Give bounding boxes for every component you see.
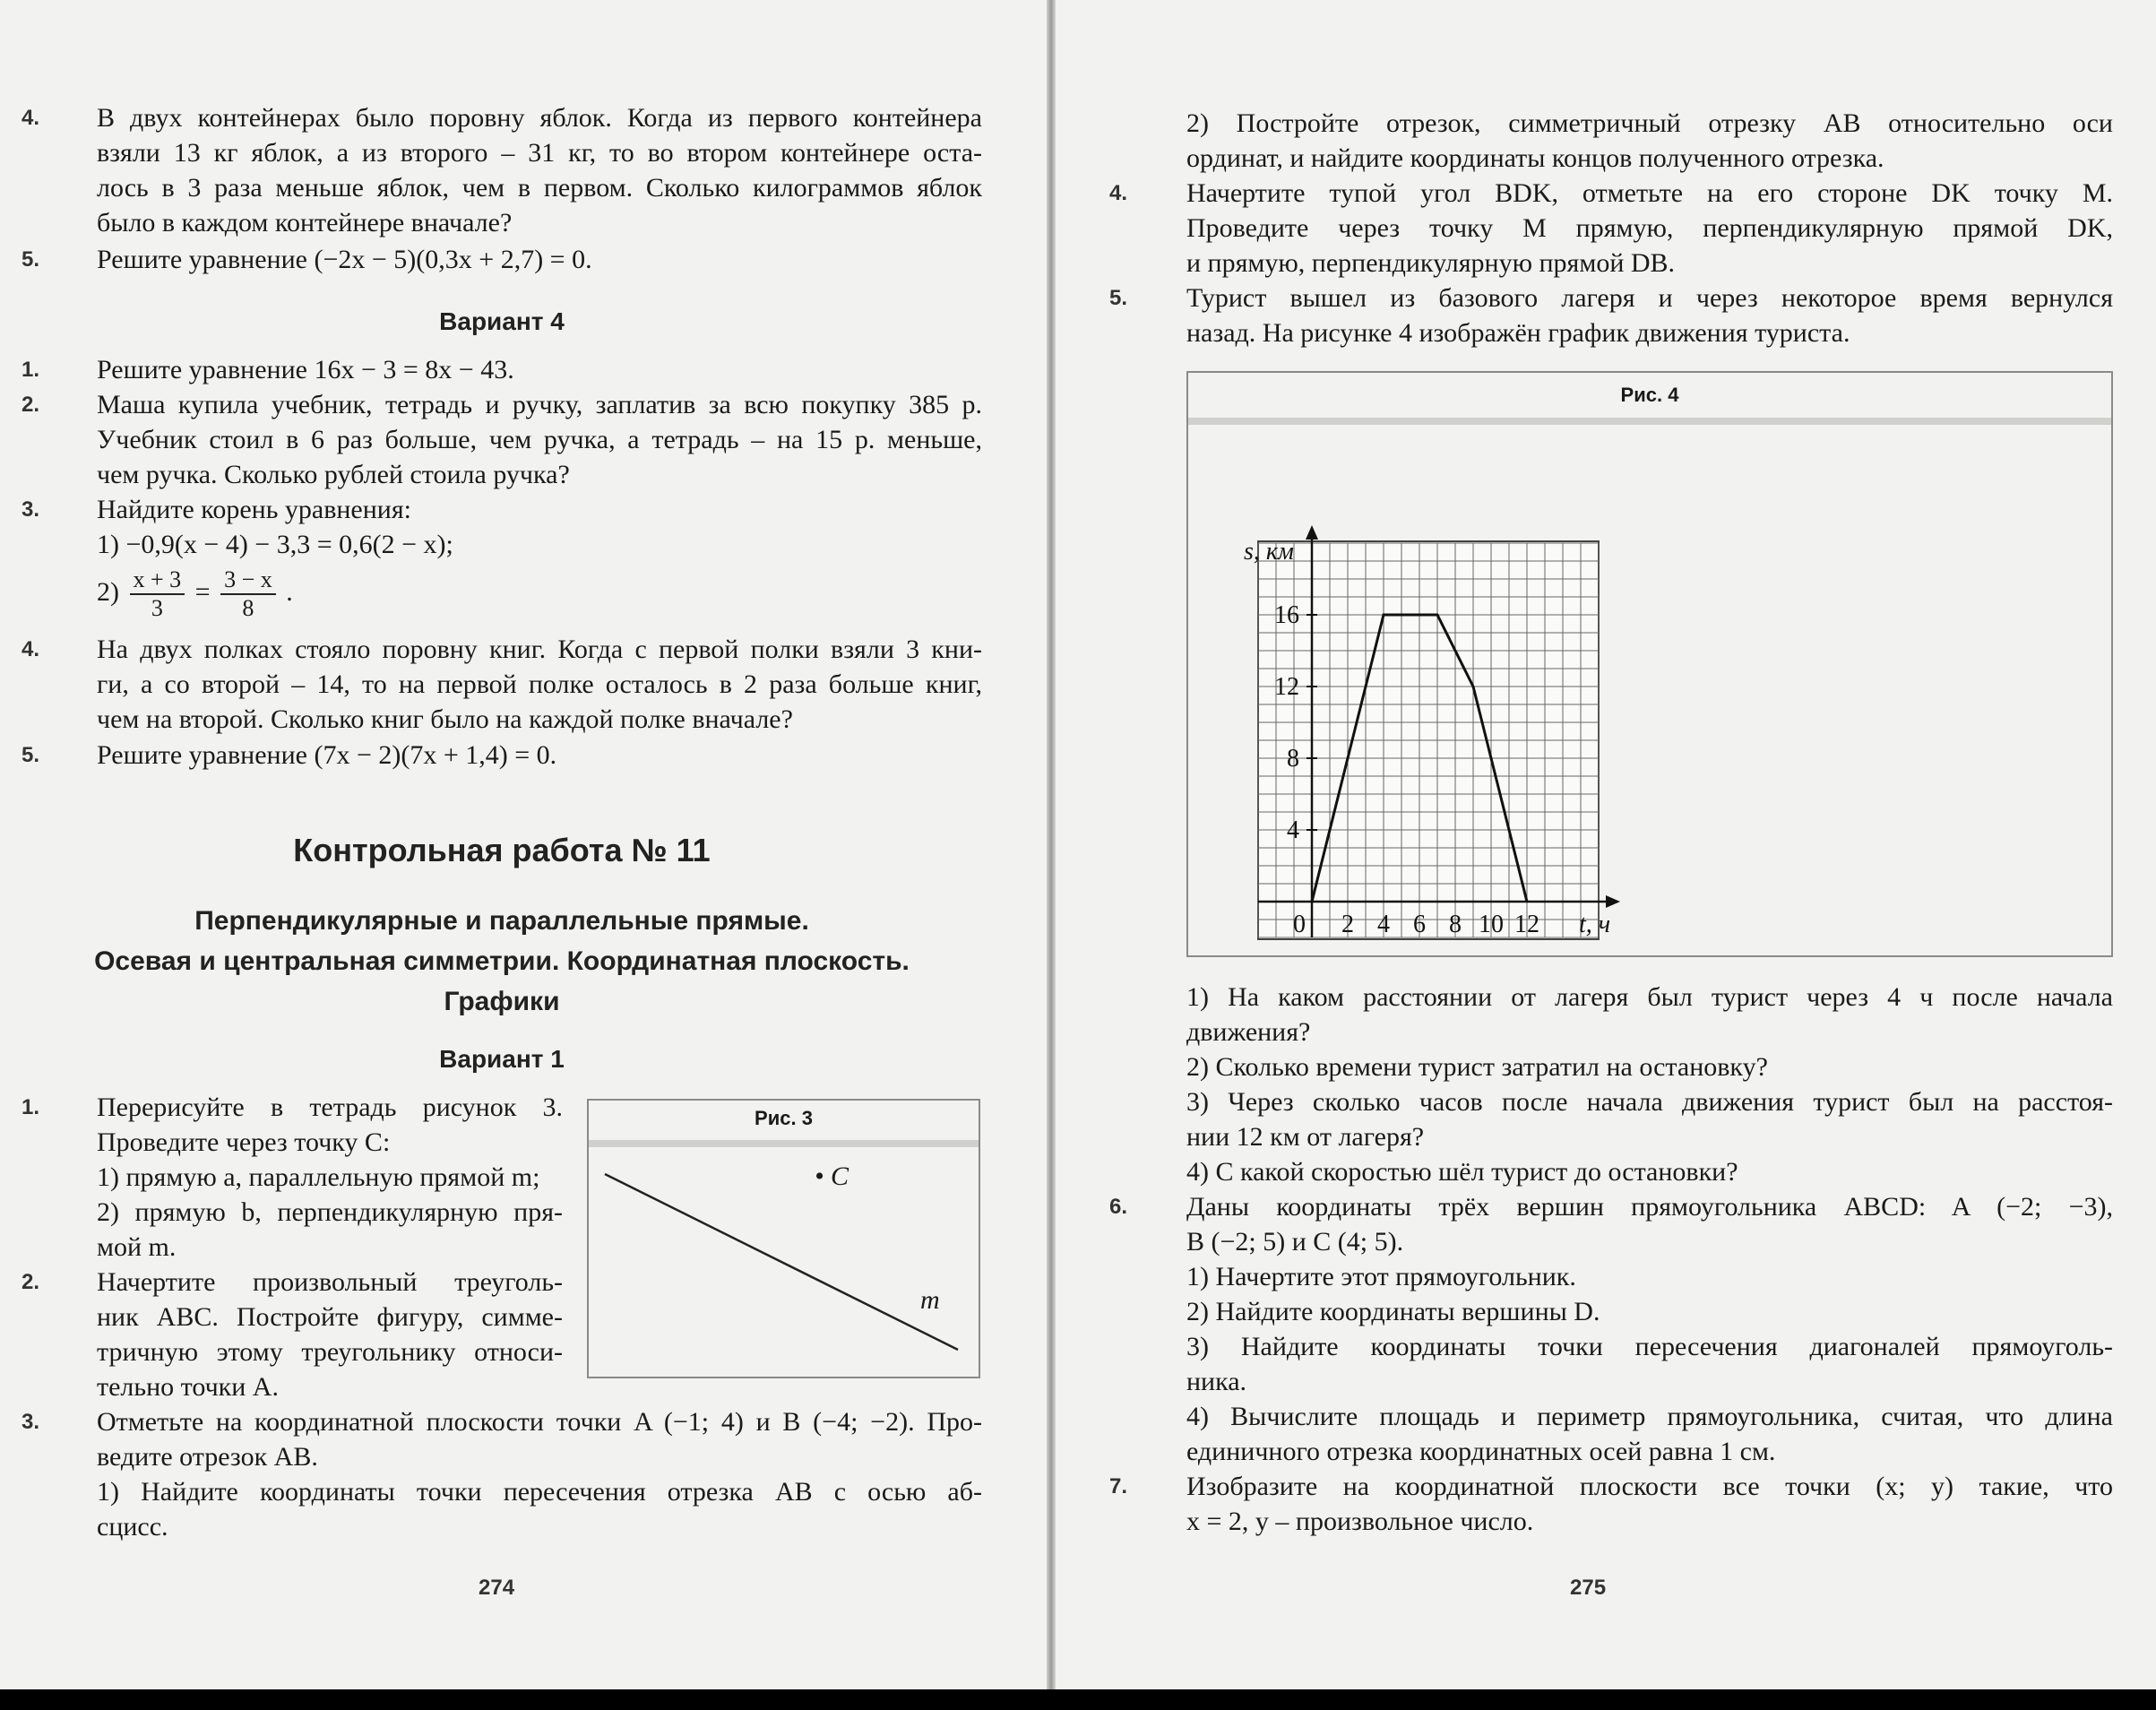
- problem-text: Начертите произвольный треуголь- ник ABC. Постройте фигуру, симме- тричную этому треугольнику относи- тельно точки A.: [97, 1267, 563, 1402]
- problem-text: Перерисуйте в тетрадь рисунок 3. Проведите через точку C: 1) прямую a, параллельную прямой m; 2) прямую b, перпендикулярную пря- мой m.: [97, 1092, 563, 1262]
- problem-text: Решите уравнение 16x − 3 = 8x − 43.: [97, 355, 514, 384]
- fraction: $\frac{3 - x}{8}$: [220, 566, 276, 622]
- item-number: 1.: [22, 1095, 40, 1119]
- problem-text: Даны координаты трёх вершин прямоугольника ABCD: A (−2; −3), B (−2; 5) и C (4; 5). 1) Начертите этот прямоугольник. 2) Найдите координаты вершины D. 3) Найдите координаты точки пересечения диагоналей прямоуголь- ника. 4) Вычислите площадь и периметр прямоугольника, считая, что длина единичного отрезка координатных осей равна 1 см.: [1186, 1192, 2113, 1466]
- x-tick-label: 2: [1341, 911, 1354, 938]
- y-axis-label: s, км: [1244, 538, 1294, 566]
- y-tick-label: 12: [1274, 673, 1299, 701]
- problem-text: 2) Постройте отрезок, симметричный отрезку AB относительно оси ординат, и найдите координаты концов полученного отрезка.: [1186, 108, 2113, 173]
- section-title: Контрольная работа № 11: [293, 832, 711, 868]
- questions: 1) На каком расстоянии от лагеря был турист через 4 ч после начала движения? 2) Сколько времени турист затратил на остановку? 3) Через сколько часов после начала движения турист был на расстоя- нии 12 км от лагеря? 4) С какой скоростью шёл турист до остановки?: [1186, 982, 2113, 1187]
- item-number: 6.: [1109, 1195, 1128, 1219]
- figure-4: [1186, 371, 2113, 957]
- problem-text: Решите уравнение (−2x − 5)(0,3x + 2,7) = 0.: [97, 245, 592, 274]
- problem-text: Найдите корень уравнения: 1) −0,9(x − 4) − 3,3 = 0,6(2 − x);: [97, 495, 453, 559]
- x-axis-label: t, ч: [1579, 911, 1611, 938]
- figure-title: Рис. 4: [1620, 384, 1679, 406]
- x-tick-label: 10: [1479, 911, 1504, 938]
- item-number: 5.: [1109, 286, 1128, 310]
- section-subtitle: Перпендикулярные и параллельные прямые.: [194, 906, 809, 936]
- fraction: $\frac{x + 3}{3}$: [130, 566, 185, 622]
- figure-title: Рис. 3: [755, 1107, 813, 1129]
- y-tick-label: 8: [1287, 745, 1299, 773]
- item-number: 3.: [22, 497, 40, 522]
- x-tick-label: 0: [1293, 911, 1306, 938]
- x-tick-label: 8: [1449, 911, 1462, 938]
- figure-3-drawing: [589, 1101, 979, 1377]
- problem-text: Решите уравнение (7x − 2)(7x + 1,4) = 0.: [97, 740, 557, 770]
- problem-text: В двух контейнерах было поровну яблок. Когда из первого контейнера взяли 13 кг яблок, а из второго – 31 кг, то во втором контейнере оста- лось в 3 раза меньше яблок, чем в первом. Сколько килограммов яблок было в каждом контейнере вначале?: [97, 103, 982, 238]
- distance-time-chart: [1188, 373, 2111, 955]
- y-tick-label: 16: [1274, 601, 1299, 629]
- x-tick-label: 4: [1377, 911, 1390, 938]
- y-axis-arrow: [1306, 525, 1318, 540]
- x-axis-arrow: [1606, 895, 1620, 908]
- problem-text: На двух полках стояло поровну книг. Когда с первой полки взяли 3 кни- ги, а со второй – 14, то на первой полке осталось в 2 раза больше книг, чем на второй. Сколько книг было на каждой полке вначале?: [97, 635, 982, 734]
- problem-text: Отметьте на координатной плоскости точки A (−1; 4) и B (−4; −2). Про- ведите отрезок AB. 1) Найдите координаты точки пересечения отрезка AB с осью аб- сцисс.: [97, 1407, 982, 1542]
- right-page: [1056, 0, 2156, 1689]
- x-tick-label: 12: [1514, 911, 1539, 938]
- variant-heading: Вариант 4: [439, 307, 565, 335]
- item-number: 2.: [22, 1270, 40, 1294]
- problem-text: Начертите тупой угол BDK, отметьте на его стороне DK точку M. Проведите через точку M прямую, перпендикулярную прямой DK, и прямую, перпендикулярную прямой DB.: [1186, 178, 2113, 278]
- problem-text: Турист вышел из базового лагеря и через некоторое время вернулся назад. На рисунке 4 изображён график движения туриста.: [1186, 283, 2113, 348]
- section-subtitle: Осевая и центральная симметрии. Координатная плоскость.: [94, 946, 910, 976]
- line-m-label: m: [920, 1285, 940, 1315]
- problem-text: Изобразите на координатной плоскости все точки (x; y) такие, что x = 2, y – произвольное число.: [1186, 1472, 2113, 1536]
- item-number: 4.: [22, 106, 40, 130]
- figure-3: [587, 1099, 980, 1378]
- book-gutter: [1047, 0, 1056, 1689]
- y-tick-label: 4: [1287, 816, 1299, 844]
- left-page: [0, 0, 1047, 1689]
- section-subtitle: Графики: [444, 987, 560, 1016]
- page-number: 274: [479, 1576, 515, 1600]
- page-number: 275: [1570, 1576, 1607, 1600]
- item-number: 5.: [22, 247, 40, 272]
- line-m: [605, 1174, 958, 1350]
- item-number: 7.: [1109, 1474, 1128, 1498]
- item-number: 4.: [1109, 181, 1128, 205]
- problem-text: Маша купила учебник, тетрадь и ручку, заплатив за всю покупку 385 р. Учебник стоил в 6 раз больше, чем ручка, а тетрадь – на 15 р. меньше, чем ручка. Сколько рублей стоила ручка?: [97, 390, 982, 489]
- x-tick-label: 6: [1413, 911, 1426, 938]
- variant-heading: Вариант 1: [439, 1045, 565, 1073]
- point-c-label: • C: [815, 1162, 849, 1191]
- item-number: 2.: [22, 393, 40, 417]
- item-number: 4.: [22, 637, 40, 661]
- item-number: 5.: [22, 743, 40, 767]
- item-number: 3.: [22, 1410, 40, 1434]
- fraction-equation: 2) $\frac{x + 3}{3}$ = $\frac{3 - x}{8}$ .: [97, 566, 293, 621]
- item-number: 1.: [22, 358, 40, 382]
